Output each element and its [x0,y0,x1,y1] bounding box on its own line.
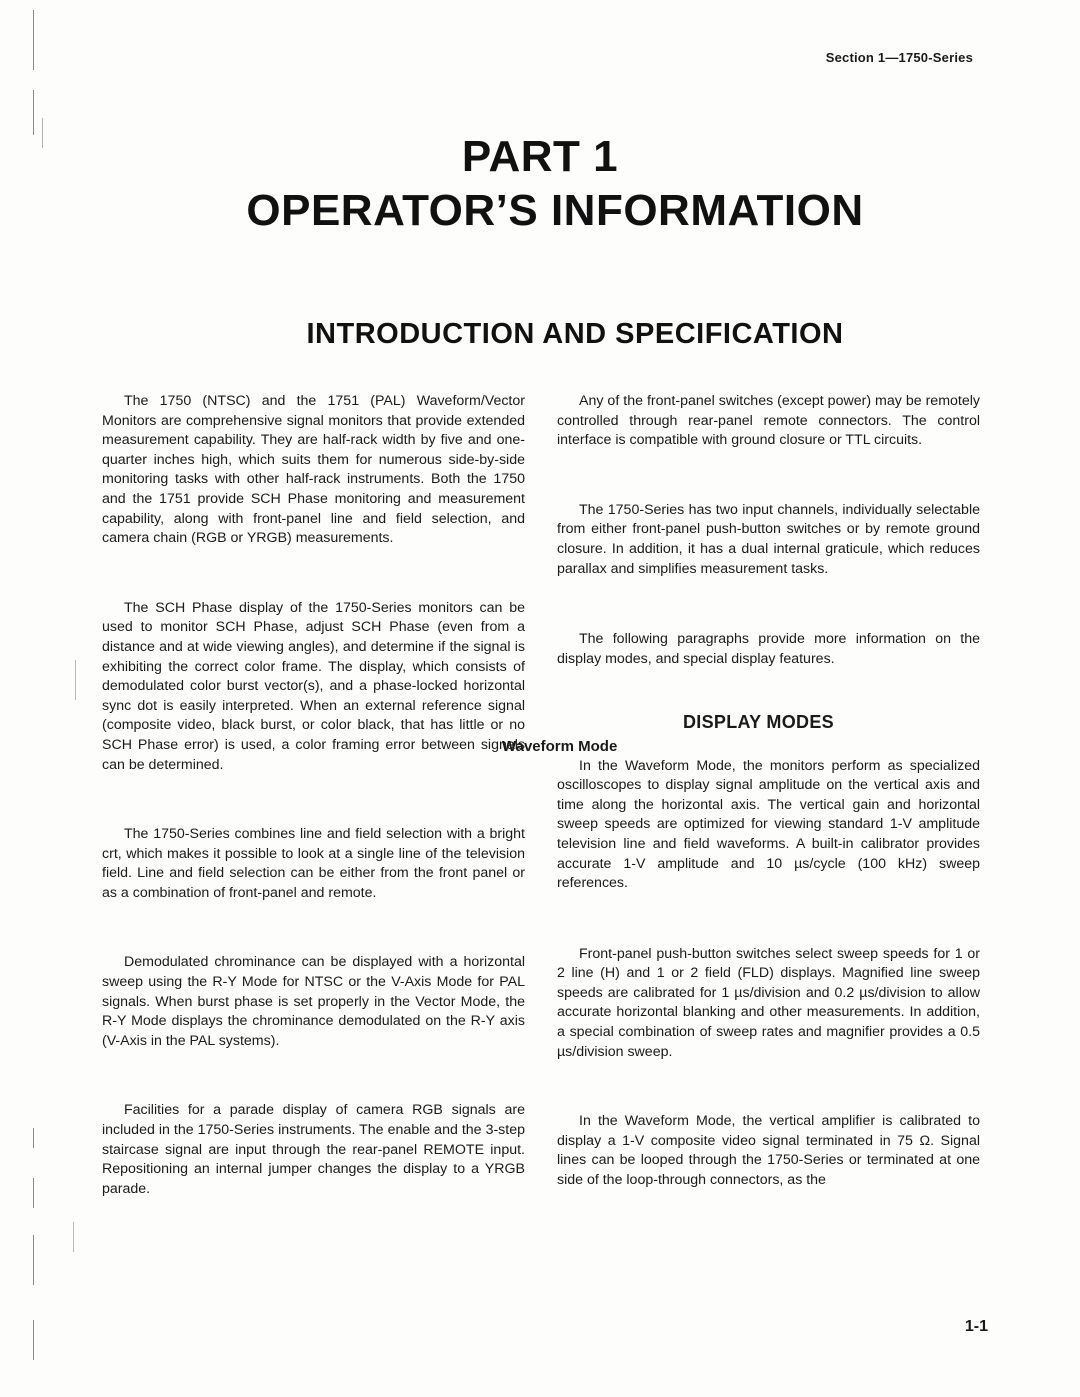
chapter-title: INTRODUCTION AND SPECIFICATION [306,318,844,350]
display-modes-heading: DISPLAY MODES [683,712,834,733]
left-column [102,392,525,1199]
paragraph: Any of the front-panel switches (except power) may be remotely controlled through rear-panel remote connectors. The control interface is compatible with ground closure or TTL circuits. [557,393,980,449]
part-title-line2: OPERATOR’S INFORMATION [246,186,864,235]
paragraph: Facilities for a parade display of camera RGB signals are included in the 1750-Series instruments. The enable and the 3-step staircase signal are input through the rear-panel REMOTE input. Repositioning an internal jumper changes the display to a YRGB parade. [102,1102,525,1197]
paragraph: In the Waveform Mode, the vertical amplifier is calibrated to display a 1-V composite video signal terminated in 75 Ω. Signal lines can be looped through the 1750-Series or terminated at one side of the loop-through connectors, as the [557,1113,980,1189]
paragraph: In the Waveform Mode, the monitors perform as specialized oscilloscopes to display signal amplitude on the vertical axis and time along the horizontal axis. The vertical gain and horizontal sweep speeds are optimized for viewing standard 1-V amplitude television line and field waveforms. A built-in calibrator provides accurate 1-V amplitude and 10 µs/cycle (100 kHz) sweep references. [557,757,980,892]
right-column [502,392,980,1191]
paragraph: The 1750-Series has two input channels, individually selectable from either front-panel push-button switches or by remote ground closure. In addition, it has a dual internal graticule, which reduces parallax and simplifies measurement tasks. [557,501,980,577]
paragraph: Front-panel push-button switches select sweep speeds for 1 or 2 line (H) and 1 or 2 field (FLD) displays. Magnified line sweep speeds are calibrated for 1 µs/division and 0.2 µs/division to allow accurate horizontal blanking and other measurements. In addition, a special combination of sweep rates and magnifier provides a 0.5 µs/division sweep. [557,945,980,1060]
waveform-mode-heading: Waveform Mode [502,737,618,755]
paragraph: The 1750-Series combines line and field selection with a bright crt, which makes it possible to look at a single line of the television field. Line and field selection can be either from the front panel or as a combination of front-panel and remote. [102,826,525,901]
paragraph: The 1750 (NTSC) and the 1751 (PAL) Waveform/Vector Monitors are comprehensive signal monitors that provide extended measurement capability. They are half-rack width by five and one-quarter inches high, which suits them for numerous side-by-side monitoring tasks with other half-rack instruments. Both the 1750 and the 1751 provide SCH Phase monitoring and measurement capability, along with front-panel line and field selection, and camera chain (RGB or YRGB) measurements. [102,393,525,547]
paragraph: The following paragraphs provide more information on the display modes, and special display features. [557,631,980,667]
part-title [0,130,1080,238]
part-title-line1: PART 1 [461,132,619,181]
section-header: Section 1—1750-Series [825,50,973,65]
page-number: 1-1 [964,1318,988,1335]
paragraph: The SCH Phase display of the 1750-Series monitors can be used to monitor SCH Phase, adjust SCH Phase (even from a distance and at wide viewing angles), and determine if the signal is exhibiting the correct color frame. The display, which consists of demodulated color burst vector(s), and a phase-locked horizontal sync dot is easily interpreted. When an external reference signal (composite video, black burst, or color black, that has little or no SCH Phase error) is used, a color framing error between signals can be determined. [102,599,525,773]
paragraph: Demodulated chrominance can be displayed with a horizontal sweep using the R-Y Mode for NTSC or the V-Axis Mode for PAL signals. When burst phase is set properly in the Vector Mode, the R-Y Mode displays the chrominance demodulated on the R-Y axis (V-Axis in the PAL systems). [102,954,525,1049]
